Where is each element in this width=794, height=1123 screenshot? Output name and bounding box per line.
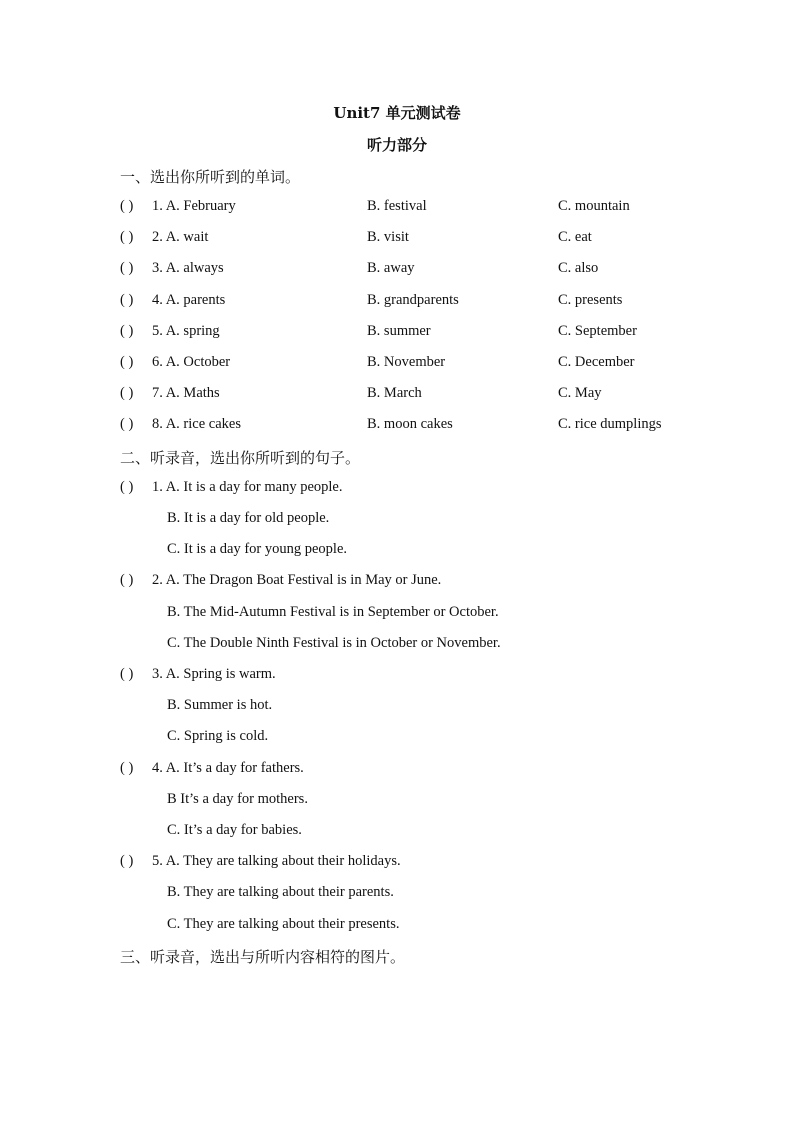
option-b: B It’s a day for mothers. [167,791,308,807]
answer-blank[interactable]: ( ) [120,479,134,495]
option-a: 8. A. rice cakes [152,416,241,432]
section-2-heading: 二、听录音，选出你所听到的句子。 [120,449,361,467]
answer-blank[interactable]: ( ) [120,229,134,245]
option-c: C. eat [558,229,592,245]
answer-blank[interactable]: ( ) [120,354,134,370]
option-a: 5. A. They are talking about their holidays. [152,853,401,869]
option-a: 4. A. It’s a day for fathers. [152,760,304,776]
option-c: C. rice dumplings [558,416,662,432]
option-c: C. The Double Ninth Festival is in October or November. [167,635,501,651]
answer-blank[interactable]: ( ) [120,666,134,682]
page-title: Unit7 单元测试卷 [333,104,461,122]
option-c: C. May [558,385,602,401]
option-c: C. It’s a day for babies. [167,822,302,838]
option-a: 4. A. parents [152,292,226,308]
option-c: C. December [558,354,635,370]
answer-blank[interactable]: ( ) [120,572,134,588]
option-a: 7. A. Maths [152,385,220,401]
option-b: B. grandparents [367,292,459,308]
option-b: B. visit [367,229,409,245]
option-a: 2. A. wait [152,229,209,245]
answer-blank[interactable]: ( ) [120,760,134,776]
option-a: 6. A. October [152,354,231,370]
option-c: C. September [558,323,637,339]
answer-blank[interactable]: ( ) [120,198,134,214]
answer-blank[interactable]: ( ) [120,260,134,276]
option-b: B. Summer is hot. [167,697,273,713]
option-b: B. festival [367,198,427,214]
option-b: B. away [367,260,415,276]
option-b: B. The Mid-Autumn Festival is in September or October. [167,604,499,620]
section-1-heading: 一、选出你所听到的单词。 [120,168,301,186]
option-a: 1. A. It is a day for many people. [152,479,343,495]
answer-blank[interactable]: ( ) [120,323,134,339]
option-b: B. They are talking about their parents. [167,884,394,900]
option-a: 5. A. spring [152,323,220,339]
option-b: B. March [367,385,422,401]
answer-blank[interactable]: ( ) [120,292,134,308]
option-c: C. They are talking about their presents. [167,916,400,932]
option-c: C. also [558,260,599,276]
option-b: B. summer [367,323,431,339]
answer-blank[interactable]: ( ) [120,416,134,432]
option-c: C. It is a day for young people. [167,541,348,557]
option-a: 3. A. always [152,260,224,276]
option-b: B. November [367,354,446,370]
option-c: C. Spring is cold. [167,728,269,744]
option-b: B. It is a day for old people. [167,510,330,526]
option-a: 2. A. The Dragon Boat Festival is in May or June. [152,572,442,588]
option-a: 1. A. February [152,198,236,214]
page-subtitle: 听力部分 [366,136,427,154]
answer-blank[interactable]: ( ) [120,853,134,869]
option-a: 3. A. Spring is warm. [152,666,276,682]
option-b: B. moon cakes [367,416,453,432]
option-c: C. presents [558,292,623,308]
option-c: C. mountain [558,198,630,214]
section-3-heading: 三、听录音，选出与所听内容相符的图片。 [120,948,406,966]
answer-blank[interactable]: ( ) [120,385,134,401]
